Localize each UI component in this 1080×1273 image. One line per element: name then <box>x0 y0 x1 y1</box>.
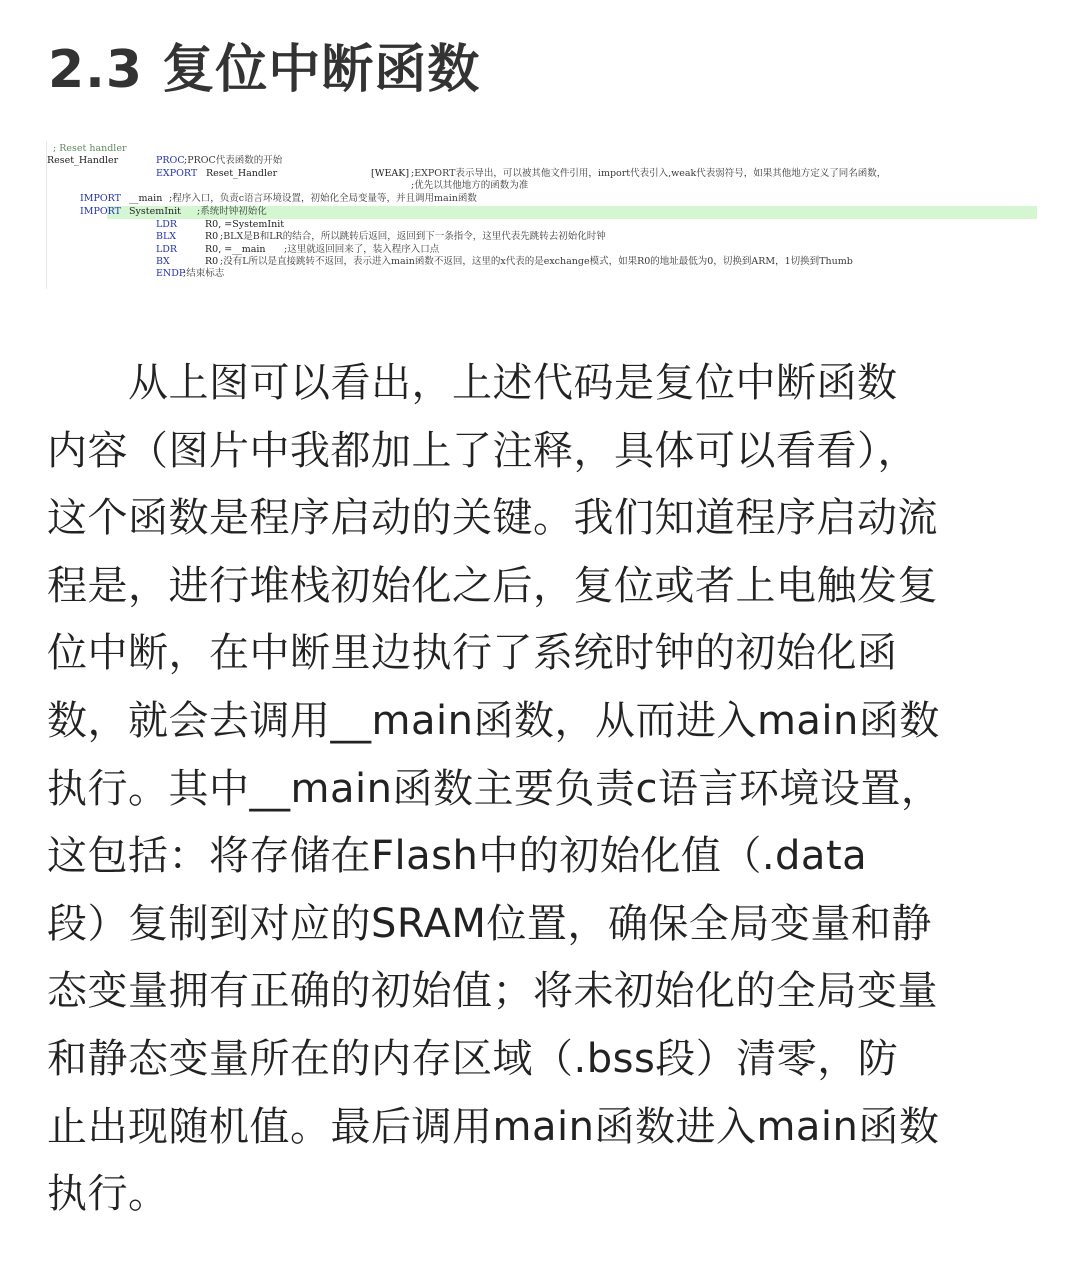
code-endp-keyword: ENDP <box>156 268 186 279</box>
code-blx-keyword: BLX <box>156 231 177 242</box>
code-ldr1-keyword: LDR <box>156 219 178 230</box>
code-export-comment-2: ;优先以其他地方的函数为准 <box>411 180 529 191</box>
code-import-main-symbol: __main <box>129 193 163 204</box>
code-ldr1-args: R0, =SystemInit <box>205 219 285 230</box>
paragraph-line: 从上图可以看出，上述代码是复位中断函数 <box>47 360 898 406</box>
body-paragraph <box>47 350 1047 1229</box>
code-blx-comment: ;BLX是B和LR的结合，所以跳转后返回，返回到下一条指令，这里代表先跳转去初始化时钟 <box>220 231 606 242</box>
paragraph-line: 段）复制到对应的SRAM位置，确保全局变量和静 <box>47 900 932 947</box>
code-export-weak: [WEAK] <box>371 168 410 179</box>
code-import-systeminit-comment: ;系统时钟初始化 <box>197 206 267 217</box>
code-ldr2-args: R0, =__main <box>205 244 266 255</box>
code-ldr2-keyword: LDR <box>156 244 178 255</box>
paragraph-line: 执行。 <box>47 1171 169 1218</box>
code-ldr2-comment: ;这里就返回回来了，装入程序入口点 <box>284 244 440 255</box>
code-comment-line: ; Reset handler <box>53 143 127 154</box>
code-bx-args: R0 <box>205 256 219 267</box>
paragraph-line: 和静态变量所在的内存区域（.bss段）清零，防 <box>47 1035 899 1082</box>
code-bx-comment: ;没有L所以是直接跳转不返回，表示进入main函数不返回，这里的x代表的是exchange模式，如果R0的地址最低为0，切换到ARM，1切换到Thumb <box>220 256 853 267</box>
code-proc-comment: ;PROC代表函数的开始 <box>184 155 283 166</box>
code-import-main-keyword: IMPORT <box>80 193 121 204</box>
code-label: Reset_Handler <box>47 155 119 166</box>
paragraph-line: 这个函数是程序启动的关键。我们知道程序启动流 <box>47 495 938 542</box>
code-blx-args: R0 <box>205 231 219 242</box>
paragraph-line: 内容（图片中我都加上了注释，具体可以看看）， <box>47 427 918 474</box>
code-export-comment: ;EXPORT表示导出，可以被其他文件引用，import代表引入,weak代表弱符号，如果其他地方定义了同名函数， <box>411 168 887 179</box>
paragraph-line: 止出现随机值。最后调用main函数进入main函数 <box>47 1103 940 1150</box>
code-export-symbol: Reset_Handler <box>206 168 278 179</box>
code-import-systeminit-symbol: SystemInit <box>129 206 181 217</box>
paragraph-line: 这包括：将存储在Flash中的初始化值（.data <box>47 833 868 880</box>
code-import-systeminit-keyword: IMPORT <box>80 206 121 217</box>
code-import-main-comment: ;程序入口，负责c语言环境设置，初始化全局变量等，并且调用main函数 <box>169 193 477 204</box>
paragraph-line: 态变量拥有正确的初始值；将未初始化的全局变量 <box>47 968 938 1015</box>
code-proc-keyword: PROC <box>156 155 185 166</box>
paragraph-line: 执行。其中__main函数主要负责c语言环境设置， <box>47 765 942 812</box>
code-bx-keyword: BX <box>156 256 170 267</box>
paragraph-line: 数，就会去调用__main函数，从而进入main函数 <box>47 697 940 744</box>
paragraph-line: 程是，进行堆栈初始化之后，复位或者上电触发复 <box>47 562 938 609</box>
code-screenshot <box>46 141 1039 289</box>
code-endp-comment: ;结束标志 <box>183 268 225 279</box>
section-title: 2.3 复位中断函数 <box>48 40 481 100</box>
code-export-keyword: EXPORT <box>156 168 198 179</box>
paragraph-line: 位中断，在中断里边执行了系统时钟的初始化函 <box>47 630 898 677</box>
